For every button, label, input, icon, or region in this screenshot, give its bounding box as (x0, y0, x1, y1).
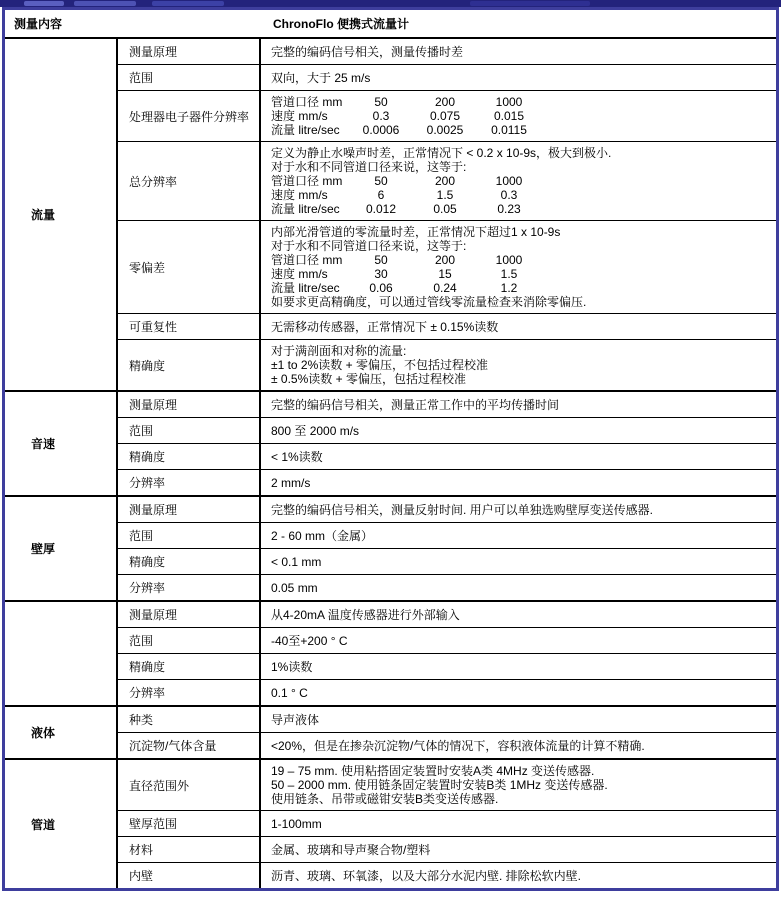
mt-cell: 50 (374, 95, 388, 109)
mt-cell: 0.06 (369, 281, 393, 295)
param-label: 材料 (118, 837, 261, 862)
mt-cell: 1.5 (500, 267, 518, 281)
param-label: 零偏差 (118, 221, 261, 313)
param-label: 分辨率 (118, 470, 261, 495)
value-text: < 1%读数 (271, 449, 323, 464)
header-product-title: ChronoFlo 便携式流量计 (273, 17, 409, 31)
param-label: 精确度 (118, 549, 261, 574)
value-text: 对于水和不同管道口径来说，这等于: (271, 239, 467, 253)
param-label: 精确度 (118, 444, 261, 469)
value-text: 导声液体 (271, 712, 320, 727)
value-text: 800 至 2000 m/s (271, 423, 360, 438)
mt-cell: 0.075 (429, 109, 461, 123)
value-text: 定义为静止水噪声时差，正常情况下 < 0.2 x 10-9s，极大到极小. (271, 146, 612, 160)
section-label-empty (5, 602, 118, 705)
param-label: 测量原理 (118, 392, 261, 417)
value-minitable (261, 91, 776, 141)
value-text: 完整的编码信号相关，测量反射时间. 用户可以单独选购壁厚变送传感器. (271, 502, 654, 517)
mt-cell: 0.012 (365, 202, 397, 216)
table-row (118, 602, 776, 628)
param-label: 种类 (118, 707, 261, 732)
mt-cell: 200 (434, 174, 456, 188)
value-text: <20%，但是在掺杂沉淀物/气体的情况下，容积液体流量的计算不精确. (271, 738, 645, 753)
value-text: 0.05 mm (271, 580, 318, 595)
section-pipe (5, 760, 776, 888)
section-flow (5, 39, 776, 392)
mt-cell: 50 (374, 174, 388, 188)
mt-cell: 速度 mm/s (271, 267, 328, 281)
mt-cell: 200 (434, 253, 456, 267)
mt-cell: 1000 (495, 253, 523, 267)
value-text: 2 mm/s (271, 475, 311, 490)
value-text: 对于水和不同管道口径来说，这等于: (271, 160, 467, 174)
param-label: 处理器电子器件分辨率 (118, 91, 261, 141)
value-minitable (261, 221, 776, 313)
value-text: 50 – 2000 mm. 使用链条固定装置时安装B类 1MHz 变送传感器. (271, 778, 608, 792)
mt-cell: 1000 (495, 174, 523, 188)
table-row (118, 811, 776, 837)
mt-cell: 速度 mm/s (271, 188, 328, 202)
table-row (118, 628, 776, 654)
value-text: 使用链条、吊带或磁钳安装B类变送传感器. (271, 792, 499, 806)
table-header-row (5, 10, 776, 39)
table-row (118, 444, 776, 470)
mt-cell: 0.05 (433, 202, 457, 216)
param-label: 分辨率 (118, 575, 261, 600)
mt-cell: 1.2 (500, 281, 518, 295)
section-label-flow: 流量 (5, 39, 118, 390)
table-row (118, 680, 776, 705)
section-label-sound-speed: 音速 (5, 392, 118, 495)
mt-cell: 0.24 (433, 281, 457, 295)
value-text: 完整的编码信号相关，测量正常工作中的平均传播时间 (271, 397, 560, 412)
table-row (118, 575, 776, 600)
param-label: 精确度 (118, 654, 261, 679)
value-text: 金属、玻璃和导声聚合物/塑料 (271, 842, 431, 857)
value-text: ± 0.5%读数 + 零偏压，包括过程校准 (271, 372, 466, 386)
mt-cell: 流量 litre/sec (271, 123, 340, 137)
titlebar-remnant-patch (74, 1, 136, 6)
param-label: 范围 (118, 65, 261, 90)
mt-cell: 流量 litre/sec (271, 281, 340, 295)
table-row (118, 837, 776, 863)
value-text: 0.1 ° C (271, 685, 308, 700)
table-row (118, 523, 776, 549)
table-row (118, 39, 776, 65)
table-row (118, 340, 776, 390)
mt-cell: 流量 litre/sec (271, 202, 340, 216)
section-label-pipe: 管道 (5, 760, 118, 888)
table-row (118, 549, 776, 575)
titlebar-remnant-patch (470, 1, 590, 6)
value-text: < 0.1 mm (271, 554, 322, 569)
header-measurement-content: 测量内容 (14, 17, 63, 31)
table-row (118, 65, 776, 91)
mt-cell: 30 (374, 267, 388, 281)
param-label: 可重复性 (118, 314, 261, 339)
section-label-liquid: 液体 (5, 707, 118, 758)
param-label: 测量原理 (118, 602, 261, 627)
mt-cell: 6 (377, 188, 385, 202)
titlebar-remnant-patch (24, 1, 64, 6)
value-text: 沥青、玻璃、环氧漆，以及大部分水泥内壁. 排除松软内壁. (271, 868, 582, 883)
section-temperature (5, 602, 776, 707)
value-text: 内部光滑管道的零流量时差，正常情况下超过1 x 10-9s (271, 225, 561, 239)
value-text: 从4-20mA 温度传感器进行外部输入 (271, 607, 460, 622)
table-row (118, 497, 776, 523)
section-sound-speed (5, 392, 776, 497)
table-row (118, 707, 776, 733)
mt-cell: 0.3 (372, 109, 390, 123)
value-text: 1-100mm (271, 816, 322, 831)
torn-titlebar-strip (0, 0, 781, 7)
mt-cell: 速度 mm/s (271, 109, 328, 123)
mt-cell: 0.0025 (426, 123, 464, 137)
param-label: 精确度 (118, 340, 261, 390)
param-label: 分辨率 (118, 680, 261, 705)
section-wall-thickness (5, 497, 776, 602)
value-text: 双向，大于 25 m/s (271, 70, 371, 85)
table-row (118, 142, 776, 221)
param-label: 直径范围外 (118, 760, 261, 810)
value-text: 1%读数 (271, 659, 313, 674)
value-text: 2 - 60 mm（金属） (271, 528, 374, 543)
table-row (118, 221, 776, 314)
table-row (118, 863, 776, 888)
spec-table (2, 7, 779, 891)
section-liquid (5, 707, 776, 760)
mt-cell: 0.23 (497, 202, 521, 216)
mt-cell: 0.3 (500, 188, 518, 202)
mt-cell: 1000 (495, 95, 523, 109)
mt-cell: 0.015 (493, 109, 525, 123)
param-label: 内壁 (118, 863, 261, 888)
param-label: 范围 (118, 523, 261, 548)
value-text: 完整的编码信号相关，测量传播时差 (271, 44, 464, 59)
mt-cell: 0.0006 (362, 123, 400, 137)
mt-cell: 1.5 (436, 188, 454, 202)
value-text: 对于满剖面和对称的流量: (271, 344, 407, 358)
value-text: 19 – 75 mm. 使用粘搭固定装置时安装A类 4MHz 变送传感器. (271, 764, 595, 778)
table-row (118, 392, 776, 418)
value-text: ±1 to 2%读数 + 零偏压，不包括过程校准 (271, 358, 488, 372)
mt-cell: 50 (374, 253, 388, 267)
mt-cell: 管道口径 mm (271, 95, 343, 109)
mt-cell: 管道口径 mm (271, 174, 343, 188)
param-label: 范围 (118, 418, 261, 443)
value-text: -40至+200 ° C (271, 633, 348, 648)
table-row (118, 733, 776, 758)
param-label: 测量原理 (118, 39, 261, 64)
param-label: 范围 (118, 628, 261, 653)
value-minitable (261, 142, 776, 220)
param-label: 沉淀物/气体含量 (118, 733, 261, 758)
mt-cell: 管道口径 mm (271, 253, 343, 267)
mt-cell: 200 (434, 95, 456, 109)
table-row (118, 760, 776, 811)
table-row (118, 654, 776, 680)
param-label: 测量原理 (118, 497, 261, 522)
value-text: 如要求更高精确度，可以通过管线零流量检查来消除零偏压. (271, 295, 587, 309)
table-row (118, 91, 776, 142)
mt-cell: 15 (438, 267, 452, 281)
mt-cell: 0.0115 (491, 123, 527, 137)
table-row (118, 418, 776, 444)
table-row (118, 314, 776, 340)
value-text: 无需移动传感器，正常情况下 ± 0.15%读数 (271, 319, 499, 334)
param-label: 壁厚范围 (118, 811, 261, 836)
section-label-wall-thickness: 壁厚 (5, 497, 118, 600)
table-row (118, 470, 776, 495)
titlebar-remnant-patch (152, 1, 224, 6)
param-label: 总分辨率 (118, 142, 261, 220)
